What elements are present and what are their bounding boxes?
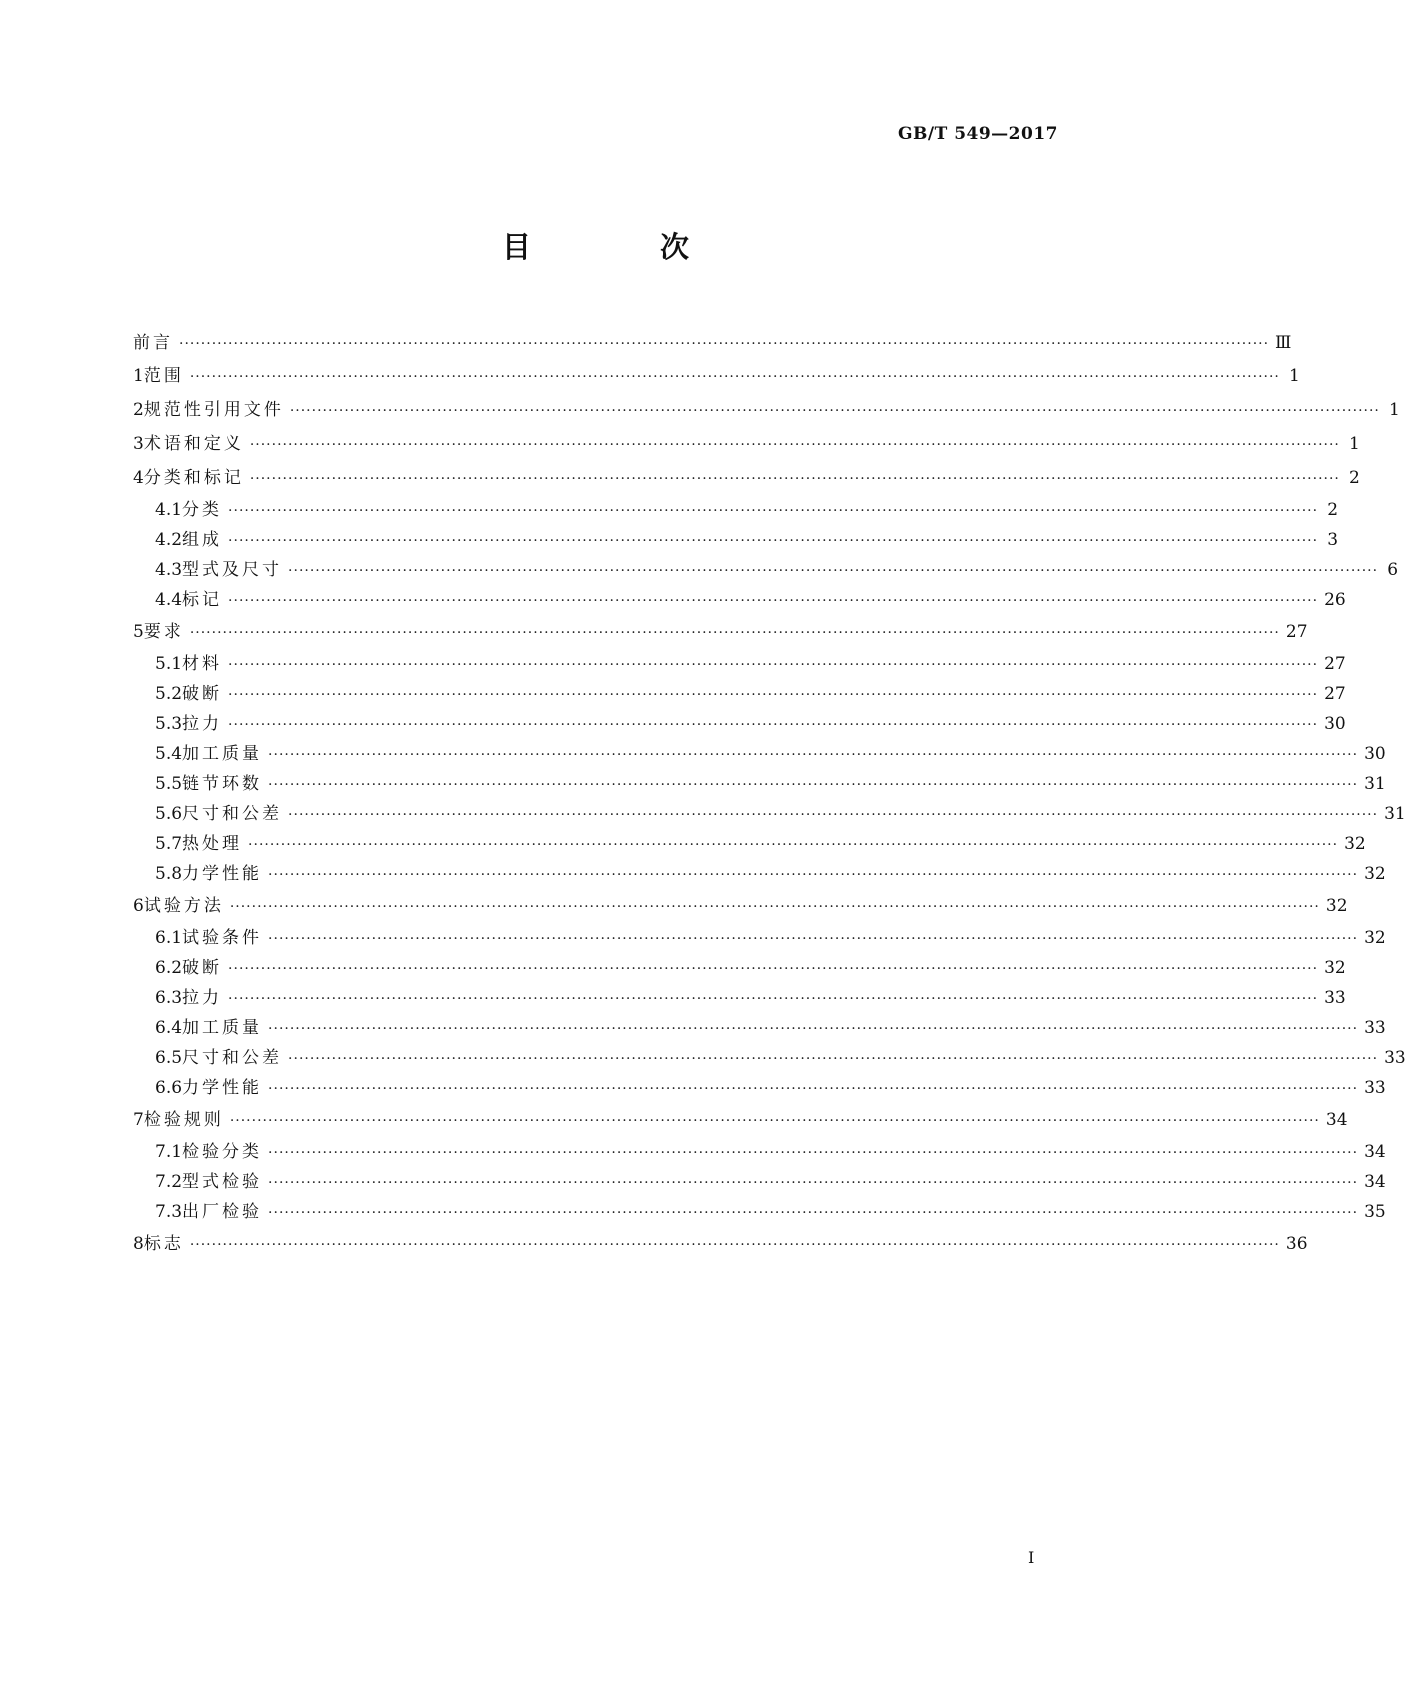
toc-entry-number: 6.1 (155, 928, 183, 948)
toc-subentry[interactable] (133, 1073, 1386, 1103)
toc-entry-page: 34 (1325, 1110, 1348, 1130)
toc-subentry[interactable] (133, 585, 1346, 615)
dot-leader: ········································································································································································································ (268, 867, 1359, 883)
dot-leader: ········································································································································································································ (228, 961, 1319, 977)
toc-entry-number: 2 (133, 400, 144, 420)
dot-leader: ········································································································································································································ (189, 1237, 1280, 1253)
dot-leader: ········································································································································································································ (268, 747, 1359, 763)
toc-entry-number: 7.1 (155, 1142, 183, 1162)
toc-entry-page: 1 (1349, 434, 1360, 454)
toc-entry-page: 32 (1325, 896, 1348, 916)
toc-entry-label: 拉力 (182, 714, 223, 734)
dot-leader: ········································································································································································································ (228, 657, 1319, 673)
toc-entry-number: 5.7 (155, 834, 183, 854)
toc-entry-number: 4.2 (155, 530, 183, 550)
toc-entry-number: 5.1 (155, 654, 183, 674)
toc-entry-number: 6 (133, 896, 144, 916)
toc-entry-page: 33 (1384, 1048, 1406, 1068)
dot-leader: ········································································································································································································ (268, 1205, 1359, 1221)
toc-entry-label: 尺寸和公差 (182, 1048, 283, 1068)
toc-entry-page: 26 (1324, 590, 1346, 610)
dot-leader: ········································································································································································································ (288, 563, 1379, 579)
toc-entry-page: 3 (1327, 530, 1339, 550)
dot-leader: ········································································································································································································ (288, 807, 1379, 823)
toc-entry-label: 前言 (133, 333, 173, 353)
toc-entry-page: 32 (1364, 864, 1386, 884)
dot-leader: ········································································································································································································ (268, 1145, 1359, 1161)
toc-subentry[interactable] (133, 983, 1346, 1013)
toc-subentry[interactable] (133, 829, 1366, 859)
toc-subentry[interactable] (133, 1043, 1406, 1073)
toc-entry-number: 5.3 (155, 714, 183, 734)
toc-entry-number: 6.5 (155, 1048, 183, 1068)
toc-entry-label: 试验条件 (182, 928, 263, 948)
toc-entry-label: 分类和标记 (143, 468, 244, 488)
toc-entry-label: 检验规则 (143, 1110, 224, 1130)
toc-entry-label: 分类 (182, 500, 223, 520)
toc-subentry[interactable] (133, 679, 1346, 709)
toc-entry-label: 组成 (182, 530, 223, 550)
dot-leader: ········································································································································································································ (228, 991, 1319, 1007)
toc-entry-label: 试验方法 (143, 896, 224, 916)
dot-leader: ········································································································································································································ (248, 837, 1339, 853)
toc-entry-page: 31 (1384, 804, 1406, 824)
toc-entry-number: 6.4 (155, 1018, 183, 1038)
dot-leader: ········································································································································································································ (289, 403, 1380, 419)
toc-entry-label: 标记 (182, 590, 223, 610)
toc-subentry[interactable] (133, 799, 1406, 829)
toc-entry-page: 30 (1364, 744, 1386, 764)
toc-entry-page: 27 (1324, 684, 1346, 704)
toc-entry-label: 标志 (143, 1234, 184, 1254)
toc-subentry[interactable] (133, 495, 1339, 525)
toc-entry-number: 4.4 (155, 590, 183, 610)
toc-entry-number: 5.6 (155, 804, 183, 824)
dot-leader: ········································································································································································································ (179, 336, 1270, 352)
toc-entry-number: 8 (133, 1234, 144, 1254)
toc-entry-page: 6 (1387, 560, 1399, 580)
toc-subentry[interactable] (133, 709, 1346, 739)
dot-leader: ········································································································································································································ (229, 899, 1320, 915)
toc-entry-page: 30 (1324, 714, 1346, 734)
toc-subentry[interactable] (133, 953, 1346, 983)
toc-entry-number: 6.2 (155, 958, 183, 978)
dot-leader: ········································································································································································································ (189, 369, 1280, 385)
toc-entry-number: 4.3 (155, 560, 183, 580)
toc-entry-number: 7.3 (155, 1202, 183, 1222)
dot-leader: ········································································································································································································ (268, 1175, 1359, 1191)
toc-entry-page: 35 (1364, 1202, 1386, 1222)
toc-subentry[interactable] (133, 923, 1386, 953)
toc-entry-page: 2 (1349, 468, 1360, 488)
dot-leader: ········································································································································································································ (228, 503, 1319, 519)
toc-entry-page: 1 (1289, 366, 1300, 386)
toc-entry-page: 32 (1364, 928, 1386, 948)
toc-entry-page: 1 (1389, 400, 1400, 420)
toc-entry-number: 6.3 (155, 988, 183, 1008)
toc-entry-number: 1 (133, 366, 144, 386)
toc-subentry[interactable] (133, 649, 1346, 679)
toc-subentry[interactable] (133, 1137, 1386, 1167)
toc-entry[interactable] (133, 1227, 1308, 1261)
table-of-contents (133, 327, 1406, 1261)
toc-entry-label: 检验分类 (182, 1142, 263, 1162)
toc-entry-page: 34 (1364, 1142, 1386, 1162)
standard-code: GB/T 549—2017 (898, 124, 1058, 144)
toc-entry-label: 破断 (182, 958, 223, 978)
toc-subentry[interactable] (133, 739, 1386, 769)
dot-leader: ········································································································································································································ (228, 593, 1319, 609)
dot-leader: ········································································································································································································ (268, 777, 1359, 793)
toc-entry-number: 6.6 (155, 1078, 183, 1098)
toc-entry-page: 33 (1324, 988, 1346, 1008)
toc-entry-label: 热处理 (182, 834, 243, 854)
page-number: I (1028, 1548, 1035, 1567)
toc-entry-page: 2 (1327, 500, 1339, 520)
dot-leader: ········································································································································································································ (268, 931, 1359, 947)
toc-entry-label: 拉力 (182, 988, 223, 1008)
toc-entry-number: 3 (133, 434, 144, 454)
toc-entry[interactable] (133, 1103, 1348, 1137)
toc-subentry[interactable] (133, 555, 1399, 585)
toc-subentry[interactable] (133, 525, 1339, 555)
toc-subentry[interactable] (133, 769, 1386, 799)
toc-entry-page: 33 (1364, 1018, 1386, 1038)
toc-entry-label: 力学性能 (182, 864, 263, 884)
toc-entry-label: 材料 (182, 654, 223, 674)
dot-leader: ········································································································································································································ (228, 687, 1319, 703)
toc-entry-page: Ⅲ (1275, 333, 1292, 353)
toc-entry-label: 术语和定义 (143, 434, 244, 454)
toc-entry-label: 链节环数 (182, 774, 263, 794)
dot-leader: ········································································································································································································ (229, 1113, 1320, 1129)
toc-entry-label: 型式检验 (182, 1172, 263, 1192)
toc-entry-label: 力学性能 (182, 1078, 263, 1098)
toc-entry-label: 加工质量 (182, 744, 263, 764)
toc-entry-label: 尺寸和公差 (182, 804, 283, 824)
toc-entry-page: 32 (1344, 834, 1366, 854)
toc-entry-number: 7 (133, 1110, 144, 1130)
page-title: 目 次 (501, 230, 739, 264)
toc-entry[interactable] (133, 427, 1360, 461)
toc-entry[interactable] (133, 461, 1360, 495)
toc-entry[interactable] (133, 393, 1400, 427)
toc-entry-number: 4.1 (155, 500, 183, 520)
dot-leader: ········································································································································································································ (189, 625, 1280, 641)
toc-entry-number: 7.2 (155, 1172, 183, 1192)
toc-entry-page: 36 (1285, 1234, 1308, 1254)
toc-entry-label: 加工质量 (182, 1018, 263, 1038)
toc-subentry[interactable] (133, 1167, 1386, 1197)
toc-entry-label: 型式及尺寸 (182, 560, 283, 580)
toc-entry-page: 32 (1324, 958, 1346, 978)
toc-entry-number: 4 (133, 468, 144, 488)
dot-leader: ········································································································································································································ (228, 717, 1319, 733)
dot-leader: ········································································································································································································ (249, 437, 1340, 453)
toc-subentry[interactable] (133, 859, 1386, 889)
toc-entry-label: 破断 (182, 684, 223, 704)
toc-entry-page: 34 (1364, 1172, 1386, 1192)
toc-entry[interactable] (133, 327, 1292, 359)
toc-entry[interactable] (133, 615, 1308, 649)
toc-entry-number: 5.2 (155, 684, 183, 704)
toc-entry-label: 范围 (143, 366, 184, 386)
toc-entry-page: 33 (1364, 1078, 1386, 1098)
toc-entry-number: 5.5 (155, 774, 183, 794)
dot-leader: ········································································································································································································ (228, 533, 1319, 549)
toc-entry-label: 出厂检验 (182, 1202, 263, 1222)
dot-leader: ········································································································································································································ (288, 1051, 1379, 1067)
dot-leader: ········································································································································································································ (268, 1021, 1359, 1037)
toc-entry-page: 31 (1364, 774, 1386, 794)
toc-entry-number: 5 (133, 622, 144, 642)
toc-entry-number: 5.8 (155, 864, 183, 884)
toc-entry[interactable] (133, 889, 1348, 923)
toc-subentry[interactable] (133, 1013, 1386, 1043)
dot-leader: ········································································································································································································ (268, 1081, 1359, 1097)
toc-entry-page: 27 (1324, 654, 1346, 674)
dot-leader: ········································································································································································································ (249, 471, 1340, 487)
toc-entry[interactable] (133, 359, 1300, 393)
toc-entry-label: 要求 (143, 622, 184, 642)
toc-entry-number: 5.4 (155, 744, 183, 764)
toc-entry-page: 27 (1285, 622, 1308, 642)
toc-subentry[interactable] (133, 1197, 1386, 1227)
toc-entry-label: 规范性引用文件 (143, 400, 284, 420)
